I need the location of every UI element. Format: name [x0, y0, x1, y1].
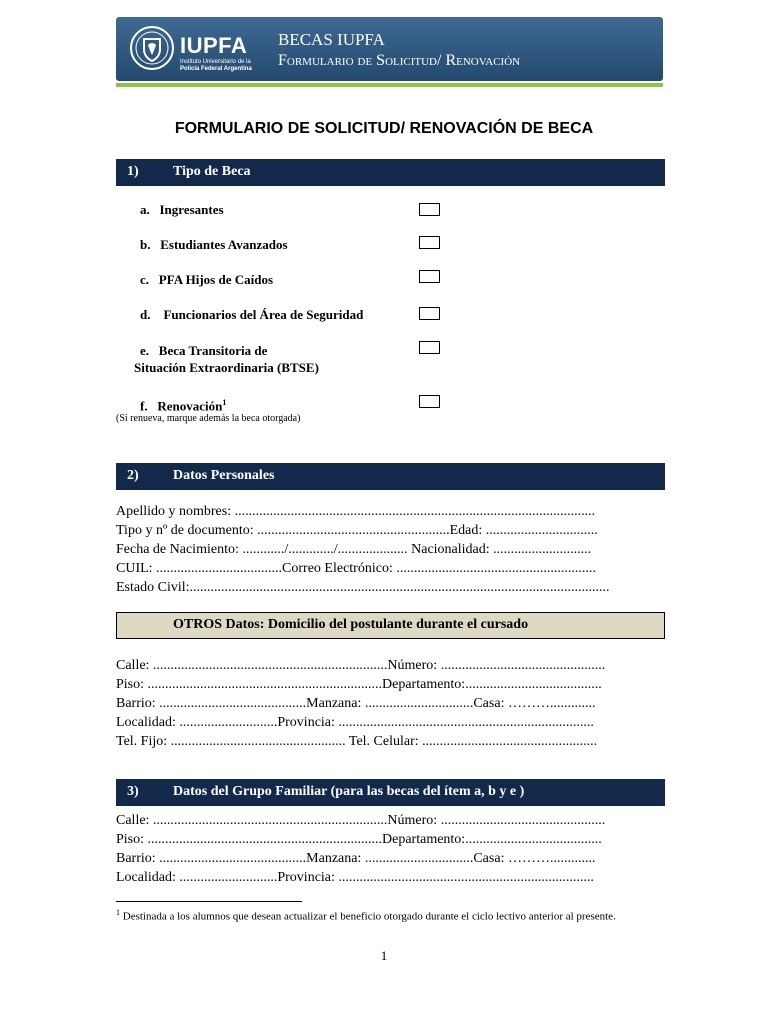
document-title: FORMULARIO DE SOLICITUD/ RENOVACIÓN DE BECA: [174, 120, 594, 137]
banner-subtitle: Formulario de Solicitud/ Renovación: [278, 52, 521, 69]
field-localidad-provincia[interactable]: Localidad: ............................Provincia: .........................................................................: [116, 715, 594, 730]
shield-seal-icon: [129, 25, 175, 71]
field-nacimiento-nacionalidad[interactable]: Fecha de Nacimiento: ............/............./.................... Nacionalidad: ............................: [116, 542, 592, 557]
field-familiar-piso-departamento[interactable]: Piso: ...................................................................Departamento:.......................................: [116, 832, 602, 847]
checkbox-pfa-hijos-de-caidos[interactable]: [419, 270, 440, 283]
field-familiar-localidad-provincia[interactable]: Localidad: ............................Provincia: .........................................................................: [116, 870, 594, 885]
field-estado-civil[interactable]: Estado Civil:........................................................................................................................: [116, 580, 610, 595]
option-estudiantes-avanzados: b. Estudiantes Avanzados: [140, 237, 288, 252]
banner-title: BECAS IUPFA: [278, 30, 385, 49]
section-header-otros-datos: OTROS Datos: Domicilio del postulante durante el cursado: [116, 612, 665, 639]
field-barrio-manzana-casa[interactable]: Barrio: ..........................................Manzana: ...............................Casa: ……….............: [116, 696, 596, 711]
field-familiar-barrio-manzana-casa[interactable]: Barrio: ..........................................Manzana: ...............................Casa: ……….............: [116, 851, 596, 866]
section-header-grupo-familiar: 3) Datos del Grupo Familiar (para las becas del ítem a, b y e ): [116, 779, 665, 806]
field-piso-departamento[interactable]: Piso: ...................................................................Departamento:.......................................: [116, 677, 602, 692]
checkbox-ingresantes[interactable]: [419, 203, 440, 216]
footnote-rule: [116, 901, 302, 902]
logo-text: IUPFA: [180, 33, 248, 58]
header-banner: [116, 17, 663, 81]
option-btse-line2: Situación Extraordinaria (BTSE): [134, 360, 319, 375]
field-cuil-correo[interactable]: CUIL: ....................................Correo Electrónico: .........................................................: [116, 561, 596, 576]
checkbox-renovacion[interactable]: [419, 395, 440, 408]
field-telefonos[interactable]: Tel. Fijo: .................................................. Tel. Celular: ..................................................: [116, 734, 598, 749]
checkbox-estudiantes-avanzados[interactable]: [419, 236, 440, 249]
option-pfa-hijos-de-caidos: c. PFA Hijos de Caídos: [140, 272, 274, 287]
option-ingresantes: a. Ingresantes: [140, 202, 224, 217]
footnote-marker: 1: [222, 398, 227, 407]
banner-accent-line: [116, 83, 663, 87]
logo-subtitle: Instituto Universitario de la Policía Federal Argentina: [180, 59, 252, 72]
section-header-tipo-de-beca: 1) Tipo de Beca: [116, 159, 665, 186]
option-funcionarios-seguridad: d. Funcionarios del Área de Seguridad: [140, 307, 364, 322]
page-number: 1: [380, 948, 388, 963]
field-apellido-nombres[interactable]: Apellido y nombres: .......................................................................................................: [116, 504, 596, 519]
field-familiar-calle-numero[interactable]: Calle: ...................................................................Número: ...............................................: [116, 813, 606, 828]
checkbox-funcionarios-seguridad[interactable]: [419, 307, 440, 320]
field-calle-numero[interactable]: Calle: ...................................................................Número: ...............................................: [116, 658, 606, 673]
field-documento-edad[interactable]: Tipo y nº de documento: .......................................................Edad: ................................: [116, 523, 598, 538]
renewal-note: (Si renueva, marque además la beca otorgada): [116, 413, 301, 424]
checkbox-btse[interactable]: [419, 341, 440, 354]
footnote: $^1$ Destinada a los alumnos que desean actualizar el beneficio otorgado durante el ciclo lectivo anterior al presente.: [116, 908, 616, 923]
option-btse: e. Beca Transitoria de: [140, 343, 268, 358]
section-header-datos-personales: 2) Datos Personales: [116, 463, 665, 490]
option-renovacion: f. Renovación$^1$: [140, 398, 227, 414]
